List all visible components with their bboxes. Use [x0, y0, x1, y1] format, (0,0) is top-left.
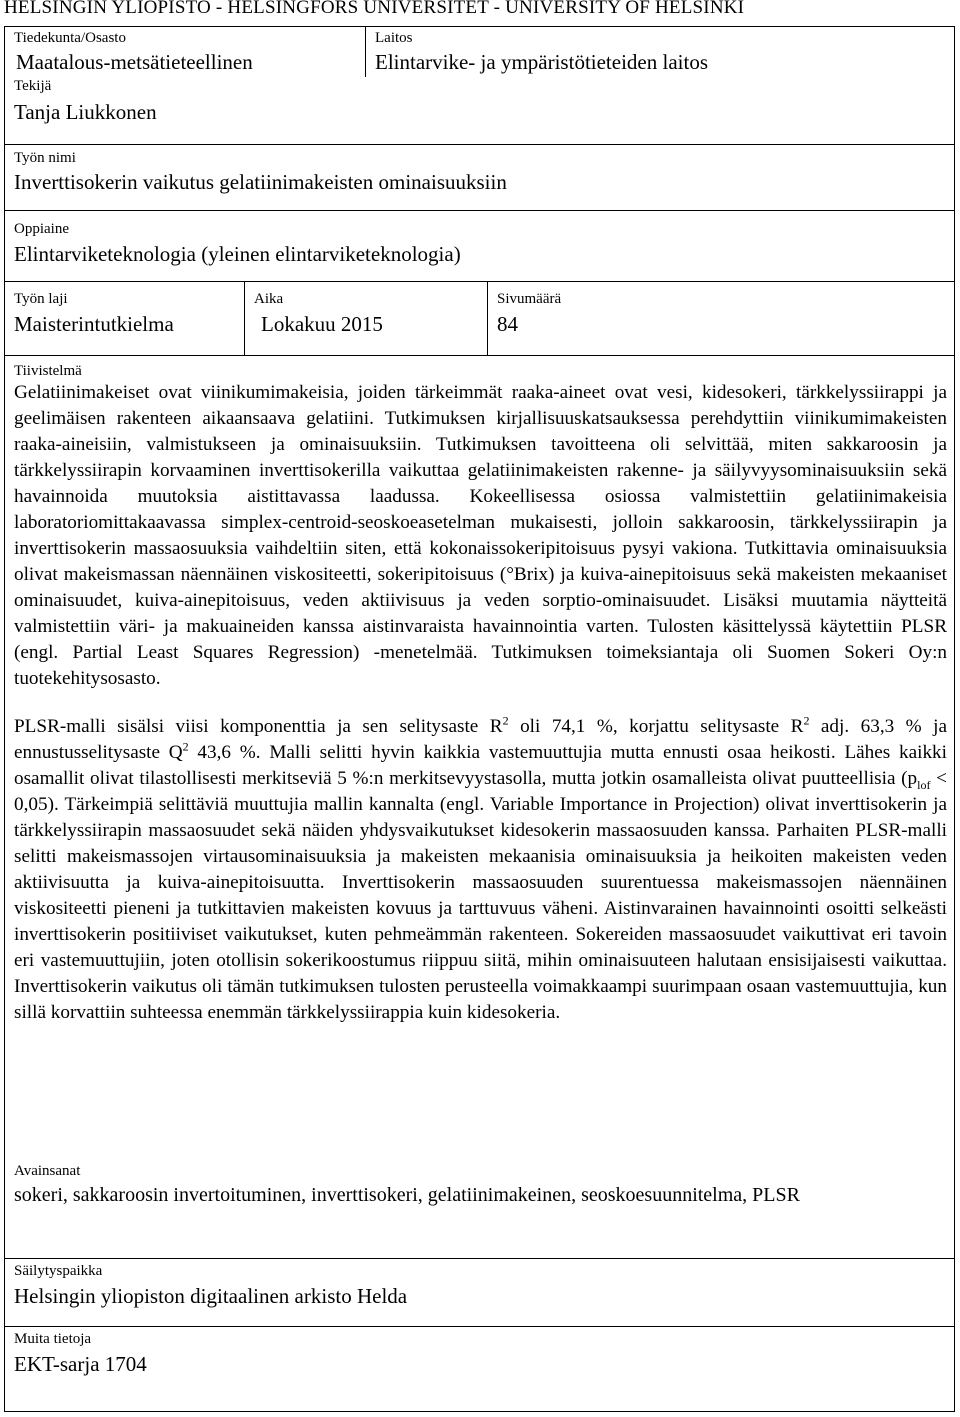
- department-cell: [365, 27, 954, 77]
- subject-cell: [5, 210, 954, 281]
- storage-value: Helsingin yliopiston digitaalinen arkisto Helda: [14, 1284, 408, 1308]
- author-value: Tanja Liukkonen: [14, 100, 157, 124]
- faculty-cell: [5, 27, 365, 77]
- university-header: HELSINGIN YLIOPISTO - HELSINGFORS UNIVERSITET - UNIVERSITY OF HELSINKI: [4, 0, 745, 18]
- title-value: Inverttisokerin vaikutus gelatiinimakeisten ominaisuuksiin: [14, 170, 507, 194]
- storage-cell: [5, 1258, 954, 1326]
- work-type-value: Maisterintutkielma: [14, 312, 174, 336]
- abstract-form: [4, 26, 955, 1412]
- date-cell: [244, 281, 487, 355]
- department-label: Laitos: [375, 30, 413, 46]
- date-label: Aika: [254, 291, 284, 307]
- other-info-label: Muita tietoja: [14, 1331, 92, 1347]
- work-type-cell: [5, 281, 244, 355]
- pages-value: 84: [497, 312, 518, 336]
- keywords-label: Avainsanat: [14, 1163, 81, 1179]
- work-type-label: Työn laji: [14, 291, 68, 307]
- other-info-value: EKT-sarja 1704: [14, 1352, 147, 1376]
- pages-cell: [487, 281, 954, 355]
- pages-label: Sivumäärä: [497, 291, 562, 307]
- keywords-cell: [5, 1162, 954, 1262]
- keywords-value: sokeri, sakkaroosin invertoituminen, inverttisokeri, gelatiinimakeinen, seoskoesuunnitelma, PLSR: [14, 1184, 800, 1206]
- faculty-label: Tiedekunta/Osasto: [14, 30, 126, 46]
- title-cell: [5, 144, 954, 210]
- subject-label: Oppiaine: [14, 221, 69, 237]
- title-label: Työn nimi: [14, 150, 76, 166]
- other-info-cell: [5, 1326, 954, 1411]
- abstract-cell: [5, 355, 954, 1157]
- subject-value: Elintarviketeknologia (yleinen elintarviketeknologia): [14, 242, 461, 266]
- date-value: Lokakuu 2015: [261, 312, 383, 336]
- abstract-text: [14, 380, 947, 1026]
- abstract-label: Tiivistelmä: [14, 363, 82, 379]
- abstract-paragraph-2: PLSR-malli sisälsi viisi komponenttia ja sen selitysaste $R^2$ oli 74,1 %, korjattu selitysaste $R^2$ adj. 63,3 % ja ennustusselitysaste $Q^2$ 43,6 %. Malli selitti hyvin kaikkia vastemuuttujia mutta ennusti osaa heikosti. Lähes kaikki osamallit olivat tilastollisesti merkitseviä 5 %:n merkitsevyystasolla, mutta jotkin osamalleista olivat puutteellisia $(p_{lof} < 0,05)$. Tärkeimpiä selittäviä muuttujia mallin kannalta (engl. Variable Importance in Projection) olivat inverttisokerin ja tärkkelyssiirapin massaosuudet sekä näiden yhdysvaikutukset kidesokerin massaosuuden kanssa. Parhaiten PLSR-malli selitti makeismassojen virtausominaisuuksia ja makeisten mekaanisia ominaisuuksia ja heikoiten makeisten veden aktiivisuutta ja kuiva-ainepitoisuutta. Inverttisokerin massaosuuden suurentuessa makeismassojen näennäinen viskositeetti pieneni ja tutkittavien makeisten kovuus ja tarttuvuus väheni. Aistinvarainen havainnointi osoitti selkeästi inverttisokerin positiiviset vaikutukset, kuten pehmeämmän rakenteen. Sokereiden massaosuudet vaikuttivat eri tavoin eri vastemuuttujiin, joten otollisin sokerikoostumus riippuu siitä, mihin ominaisuuteen halutaan ensisijaisesti vaikuttaa. Inverttisokerin vaikutus oli tämän tutkimuksen tulosten perusteella voimakkaampi suurimpaan osaan vastemuuttujia, kun sillä korvattiin suhteessa enemmän tärkkelyssiirappia kuin kidesokeria.: [14, 713, 947, 1023]
- abstract-paragraph-1: Gelatiinimakeiset ovat viinikumimakeisia, joiden tärkeimmät raaka-aineet ovat vesi, kidesokeri, tärkkelyssiirappi ja geelimäisen rakenteen aikaansaava gelatiini. Tutkimuksen kirjallisuuskatsauksessa perehdyttiin viinikumimakeisten raaka-aineisiin, valmistukseen ja ominaisuuksiin. Tutkimuksen tavoitteena oli selvittää, miten sakkaroosin ja tärkkelyssiirapin korvaaminen inverttisokerilla vaikuttaa gelatiinimakeisten rakenne- ja säilyvyysominaisuuksiin sekä havainnoida muutoksia aistittavassa laadussa. Kokeellisessa osiossa valmistettiin gelatiinimakeisia laboratoriomittakaavassa simplex-centroid-seoskoeasetelman mukaisesti, jolloin sakkaroosin, tärkkelyssiirapin ja inverttisokerin massaosuuksia vaihdeltiin siten, että kokonaissokeripitoisuus pysyi vakiona. Tutkittavia ominaisuuksia olivat makeismassan näennäinen viskositeetti, sokeripitoisuus (°Brix) ja kuiva-ainepitoisuus sekä makeisten mekaaniset ominaisuudet, kuiva-ainepitoisuus, veden aktiivisuus ja veden sorptio-ominaisuudet. Lisäksi muutamia näytteitä valmistettiin väri- ja makuaineiden kanssa aistinvaraista havainnointia varten. Tulosten käsittelyssä käytettiin PLSR (engl. Partial Least Squares Regression) -menetelmää. Tutkimuksen toimeksiantaja oli Suomen Sokeri Oy:n tuotekehitysosasto.: [14, 382, 947, 689]
- department-value: Elintarvike- ja ympäristötieteiden laitos: [375, 50, 708, 74]
- storage-label: Säilytyspaikka: [14, 1263, 103, 1279]
- faculty-value: Maatalous-metsätieteellinen: [16, 50, 253, 74]
- author-label: Tekijä: [14, 78, 52, 94]
